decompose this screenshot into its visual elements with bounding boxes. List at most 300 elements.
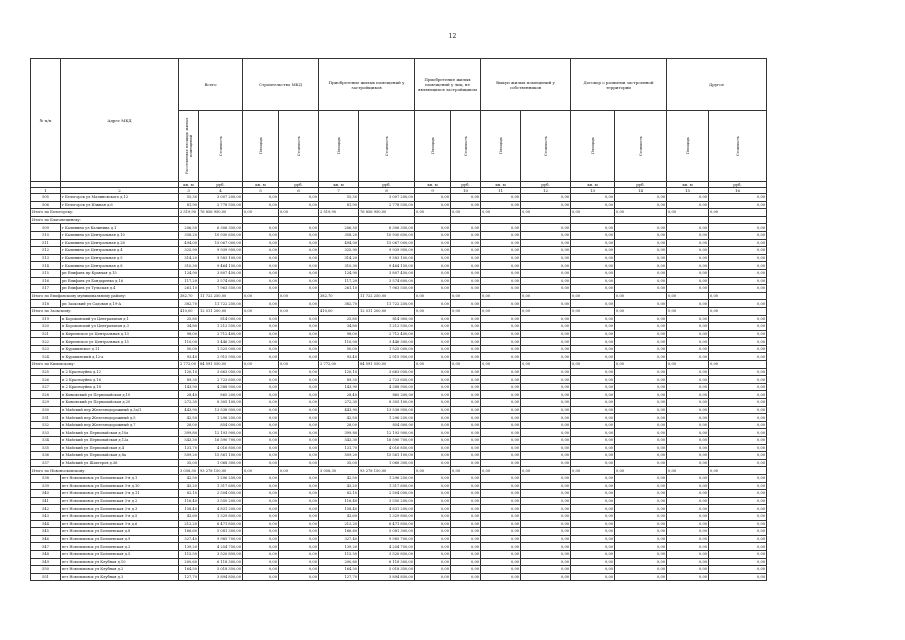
other-area: 0,00	[667, 467, 709, 475]
developer-area: 410,00	[319, 307, 359, 315]
row-number: 539	[31, 482, 61, 490]
header-group-other: Другое	[667, 59, 767, 111]
other-cost: 0,00	[615, 399, 667, 407]
developer-area: 382,70	[319, 300, 359, 308]
other-cost: 0,00	[615, 550, 667, 558]
developer-area: 399,80	[319, 429, 359, 437]
other-area: 0,00	[415, 444, 451, 452]
other-area: 0,00	[481, 323, 521, 331]
other-area: 0,00	[571, 209, 615, 217]
other-area: 0,00	[415, 391, 451, 399]
table-row	[31, 497, 767, 505]
developer-area: 115,50	[319, 550, 359, 558]
total-area: 28,00	[179, 421, 199, 429]
other-area: 0,00	[571, 566, 615, 574]
developer-cost: 3 520 850,00	[359, 550, 415, 558]
other-area: 0,00	[571, 300, 615, 308]
table-row	[31, 474, 767, 482]
other-cost: 0,00	[451, 558, 481, 566]
other-cost: 0,00	[709, 194, 767, 202]
other-cost: 0,00	[451, 376, 481, 384]
other-cost: 0,00	[451, 224, 481, 232]
other-cost: 0,00	[615, 201, 667, 209]
total-cost: 4 388 950,00	[199, 383, 243, 391]
construction-area: 0,00	[243, 247, 279, 255]
row-address: рп Епифань ул Бондаренко д.16	[61, 277, 179, 285]
developer-cost: 6 306 350,00	[359, 224, 415, 232]
other-cost: 0,00	[521, 315, 571, 323]
total-cost: 12 193 900,00	[199, 429, 243, 437]
total-area: 166,60	[179, 528, 199, 536]
table-row	[31, 573, 767, 581]
column-index-cell: 4	[199, 188, 243, 194]
row-address: пгт Новольвовск ул Болшевская 3-я д.5	[61, 512, 179, 520]
developer-cost: 865 200,00	[359, 391, 415, 399]
other-area: 0,00	[415, 399, 451, 407]
units-cell: руб.	[451, 182, 481, 188]
total-cost: 2 712 400,00	[199, 330, 243, 338]
developer-area: 382,70	[319, 292, 359, 300]
other-cost: 0,00	[521, 338, 571, 346]
other-cost: 0,00	[615, 353, 667, 361]
other-area: 0,00	[481, 459, 521, 467]
row-number: 526	[31, 376, 61, 384]
construction-cost: 0,00	[279, 497, 319, 505]
other-cost: 0,00	[709, 421, 767, 429]
other-area: 0,00	[667, 490, 709, 498]
other-cost: 0,00	[451, 452, 481, 460]
other-area: 0,00	[667, 368, 709, 376]
other-cost: 0,00	[615, 277, 667, 285]
other-cost: 0,00	[615, 414, 667, 422]
other-cost: 0,00	[709, 330, 767, 338]
other-area: 0,00	[481, 505, 521, 513]
developer-cost: 16 590 700,00	[359, 437, 415, 445]
developer-area: 206,50	[319, 224, 359, 232]
other-cost: 0,00	[709, 474, 767, 482]
other-area: 0,00	[667, 277, 709, 285]
other-area: 0,00	[667, 307, 709, 315]
total-cost: 7 963 550,00	[199, 285, 243, 293]
row-address: п Бороковский ул Центральная д.3	[61, 323, 179, 331]
other-cost: 0,00	[709, 300, 767, 308]
table-row	[31, 459, 767, 467]
construction-area: 0,00	[243, 482, 279, 490]
construction-cost: 0,00	[279, 414, 319, 422]
units-cell: кв. м	[179, 182, 199, 188]
header-area: Площадь	[430, 137, 435, 155]
other-area: 0,00	[571, 231, 615, 239]
other-area: 0,00	[415, 512, 451, 520]
empty-cell	[667, 216, 709, 224]
developer-area: 314,20	[319, 254, 359, 262]
other-cost: 0,00	[451, 338, 481, 346]
subtotal-row	[31, 292, 767, 300]
other-area: 0,00	[667, 376, 709, 384]
total-area: 98,00	[179, 330, 199, 338]
other-cost: 0,00	[709, 285, 767, 293]
row-number: 546	[31, 535, 61, 543]
column-index-cell: 6	[279, 188, 319, 194]
total-cost: 84 591 550,00	[199, 361, 243, 369]
developer-cost: 3 446 300,00	[359, 338, 415, 346]
column-index-cell: 9	[415, 188, 451, 194]
row-address: п Майский пер Железнодорожный д.5	[61, 414, 179, 422]
developer-area: 124,90	[319, 269, 359, 277]
developer-cost: 9 464 150,00	[359, 262, 415, 270]
row-address: п Майский ул Первомайская д.8а	[61, 452, 179, 460]
row-address: пгт Новольвовск ул Клубная д.10	[61, 558, 179, 566]
other-cost: 0,00	[521, 292, 571, 300]
other-cost: 0,00	[521, 307, 571, 315]
header-group-total: Всего	[179, 59, 243, 111]
developer-area: 42,50	[319, 474, 359, 482]
total-cost: 12 511 200,00	[199, 307, 243, 315]
other-area: 0,00	[667, 520, 709, 528]
empty-cell	[451, 216, 481, 224]
row-address: п Кимовский ул Первомайская д.20	[61, 399, 179, 407]
developer-area: 310,30	[319, 262, 359, 270]
other-cost: 0,00	[709, 338, 767, 346]
total-area: 399,80	[179, 429, 199, 437]
construction-cost: 0,00	[279, 437, 319, 445]
subtotal-label: Итого по Новомосковскому:	[31, 467, 179, 475]
total-cost: 865 200,00	[199, 391, 243, 399]
other-area: 0,00	[415, 262, 451, 270]
total-area: 212,20	[179, 520, 199, 528]
units-cell: руб.	[279, 182, 319, 188]
construction-cost: 0,00	[279, 429, 319, 437]
other-area: 0,00	[571, 414, 615, 422]
other-area: 0,00	[415, 194, 451, 202]
empty-cell	[615, 216, 667, 224]
total-area: 443,90	[179, 406, 199, 414]
total-area: 494,00	[179, 239, 199, 247]
developer-cost: 814 000,00	[359, 315, 415, 323]
other-area: 0,00	[571, 338, 615, 346]
row-address: п Майский ул Шахтеров д.36	[61, 459, 179, 467]
construction-cost: 0,00	[279, 535, 319, 543]
developer-cost: 9 583 100,00	[359, 254, 415, 262]
construction-area: 0,00	[243, 194, 279, 202]
other-cost: 0,00	[451, 474, 481, 482]
relocation-table-sheet	[30, 58, 766, 611]
developer-cost: 4 831 200,00	[359, 505, 415, 513]
other-area: 0,00	[415, 239, 451, 247]
other-area: 0,00	[667, 543, 709, 551]
other-cost: 0,00	[521, 277, 571, 285]
developer-area: 2 772,00	[319, 361, 359, 369]
total-area: 42,50	[179, 474, 199, 482]
other-area: 0,00	[571, 505, 615, 513]
other-cost: 0,00	[709, 262, 767, 270]
developer-cost: 4 254 750,00	[359, 543, 415, 551]
developer-cost: 9 939 950,00	[359, 247, 415, 255]
table-row	[31, 399, 767, 407]
other-cost: 0,00	[615, 535, 667, 543]
total-area: 93,40	[179, 353, 199, 361]
other-area: 0,00	[667, 323, 709, 331]
table-row	[31, 269, 767, 277]
subtotal-label: Итого по Благовещенску:	[31, 216, 179, 224]
row-address: рп Заокский ул Садовая д.19-А	[61, 300, 179, 308]
total-area: 410,00	[179, 307, 199, 315]
other-area: 0,00	[571, 277, 615, 285]
other-area: 0,00	[667, 262, 709, 270]
total-cost: 3 007 200,00	[199, 194, 243, 202]
construction-area: 0,00	[243, 201, 279, 209]
other-cost: 0,00	[615, 490, 667, 498]
row-address: пгт Новольвовск ул Болшевская 3-я д.3	[61, 505, 179, 513]
row-number: 548	[31, 550, 61, 558]
other-area: 0,00	[481, 300, 521, 308]
total-area: 42,50	[179, 414, 199, 422]
other-area: 0,00	[481, 224, 521, 232]
row-number: 530	[31, 406, 61, 414]
other-cost: 0,00	[451, 209, 481, 217]
table-row	[31, 444, 767, 452]
row-number: 527	[31, 383, 61, 391]
other-area: 0,00	[571, 535, 615, 543]
row-number: 535	[31, 444, 61, 452]
other-cost: 0,00	[615, 345, 667, 353]
other-area: 0,00	[571, 353, 615, 361]
other-area: 0,00	[415, 535, 451, 543]
developer-cost: 93 278 150,00	[359, 467, 415, 475]
developer-area: 81,90	[319, 201, 359, 209]
developer-cost: 5 081 300,00	[359, 528, 415, 536]
other-area: 0,00	[481, 528, 521, 536]
other-cost: 0,00	[451, 194, 481, 202]
units-cell: руб.	[521, 182, 571, 188]
empty-cell	[521, 216, 571, 224]
other-area: 0,00	[415, 497, 451, 505]
other-cost: 0,00	[451, 467, 481, 475]
other-area: 0,00	[667, 452, 709, 460]
empty-cell	[359, 216, 415, 224]
column-index-cell: 14	[615, 188, 667, 194]
row-address: пгт Новольвовск ул Болшевская 3-я д.6	[61, 520, 179, 528]
total-cost: 3 663 050,00	[199, 368, 243, 376]
column-index-cell: 1	[31, 188, 61, 194]
row-number: 536	[31, 452, 61, 460]
other-cost: 0,00	[709, 231, 767, 239]
other-cost: 0,00	[615, 512, 667, 520]
other-cost: 0,00	[709, 490, 767, 498]
other-cost: 0,00	[709, 520, 767, 528]
other-area: 0,00	[481, 535, 521, 543]
construction-area: 0,00	[243, 254, 279, 262]
other-area: 0,00	[481, 376, 521, 384]
other-area: 0,00	[481, 338, 521, 346]
other-cost: 0,00	[615, 292, 667, 300]
developer-cost: 3 574 600,00	[359, 277, 415, 285]
other-cost: 0,00	[615, 520, 667, 528]
other-area: 0,00	[481, 497, 521, 505]
other-area: 0,00	[481, 269, 521, 277]
construction-cost: 0,00	[279, 383, 319, 391]
other-cost: 0,00	[521, 239, 571, 247]
other-area: 0,00	[667, 406, 709, 414]
other-cost: 0,00	[451, 292, 481, 300]
total-cost: 1 296 250,00	[199, 414, 243, 422]
total-cost: 11 722 250,00	[199, 292, 243, 300]
header-cost: Стоимость	[296, 135, 301, 157]
construction-cost: 0,00	[279, 353, 319, 361]
other-area: 0,00	[415, 353, 451, 361]
table-row	[31, 383, 767, 391]
other-area: 0,00	[481, 444, 521, 452]
other-area: 0,00	[481, 474, 521, 482]
subheader-cell	[279, 111, 319, 182]
total-area: 314,20	[179, 254, 199, 262]
other-area: 0,00	[571, 573, 615, 581]
other-cost: 0,00	[451, 550, 481, 558]
other-cost: 0,00	[615, 315, 667, 323]
empty-cell	[709, 216, 767, 224]
row-number: 550	[31, 566, 61, 574]
table-row	[31, 376, 767, 384]
other-cost: 0,00	[709, 543, 767, 551]
table-row	[31, 323, 767, 331]
total-area: 327,40	[179, 535, 199, 543]
other-area: 0,00	[667, 444, 709, 452]
other-cost: 0,00	[521, 254, 571, 262]
developer-area: 509,20	[319, 452, 359, 460]
total-area: 200,60	[179, 558, 199, 566]
total-cost: 4 254 750,00	[199, 543, 243, 551]
other-cost: 0,00	[521, 285, 571, 293]
construction-area: 0,00	[243, 421, 279, 429]
developer-area: 43,20	[319, 482, 359, 490]
table-row	[31, 353, 767, 361]
table-row	[31, 262, 767, 270]
other-area: 0,00	[667, 345, 709, 353]
other-area: 0,00	[415, 224, 451, 232]
other-area: 0,00	[667, 231, 709, 239]
row-number: 510	[31, 231, 61, 239]
other-cost: 0,00	[709, 201, 767, 209]
total-cost: 3 520 850,00	[199, 550, 243, 558]
row-address: п Майский ул Первомайская д.12а	[61, 437, 179, 445]
other-area: 0,00	[667, 239, 709, 247]
column-index-cell: 10	[451, 188, 481, 194]
other-cost: 0,00	[615, 497, 667, 505]
other-cost: 0,00	[521, 512, 571, 520]
total-cost: 9 939 950,00	[199, 247, 243, 255]
other-cost: 0,00	[709, 437, 767, 445]
other-cost: 0,00	[521, 376, 571, 384]
construction-area: 0,00	[243, 231, 279, 239]
construction-cost: 0,00	[279, 307, 319, 315]
developer-cost: 2 712 400,00	[359, 330, 415, 338]
other-area: 0,00	[667, 459, 709, 467]
developer-cost: 3 894 850,00	[359, 573, 415, 581]
other-area: 0,00	[667, 209, 709, 217]
total-cost: 1 296 250,00	[199, 474, 243, 482]
other-cost: 0,00	[615, 528, 667, 536]
other-area: 0,00	[415, 292, 451, 300]
row-number: 538	[31, 474, 61, 482]
table-row	[31, 231, 767, 239]
total-cost: 13 538 950,00	[199, 406, 243, 414]
other-area: 0,00	[481, 201, 521, 209]
row-address: пгт Новольвовск ул Клубная д.3	[61, 573, 179, 581]
other-cost: 0,00	[615, 474, 667, 482]
construction-area: 0,00	[243, 512, 279, 520]
other-cost: 0,00	[451, 345, 481, 353]
construction-area: 0,00	[243, 444, 279, 452]
developer-cost: 1 525 000,00	[359, 345, 415, 353]
construction-area: 0,00	[243, 573, 279, 581]
other-cost: 0,00	[451, 543, 481, 551]
total-area: 115,50	[179, 550, 199, 558]
other-cost: 0,00	[615, 239, 667, 247]
developer-area: 2 519,90	[319, 209, 359, 217]
header-cost: Стоимость	[735, 135, 740, 157]
table-row	[31, 338, 767, 346]
construction-cost: 0,00	[279, 345, 319, 353]
other-area: 0,00	[481, 307, 521, 315]
other-area: 0,00	[481, 543, 521, 551]
header-area: Площадь	[590, 137, 595, 155]
units-cell: кв. м	[243, 182, 279, 188]
table-row	[31, 277, 767, 285]
row-address: п 2 Красноуйна д.12	[61, 368, 179, 376]
other-cost: 0,00	[709, 254, 767, 262]
other-cost: 0,00	[615, 437, 667, 445]
other-area: 0,00	[481, 239, 521, 247]
table-row	[31, 239, 767, 247]
other-cost: 0,00	[521, 323, 571, 331]
construction-cost: 0,00	[279, 512, 319, 520]
total-area: 81,90	[179, 201, 199, 209]
total-area: 2 772,00	[179, 361, 199, 369]
developer-area: 110,00	[319, 338, 359, 346]
subheader-cell	[451, 111, 481, 182]
other-area: 0,00	[415, 474, 451, 482]
row-number: 537	[31, 459, 61, 467]
construction-area: 0,00	[243, 361, 279, 369]
developer-area: 50,00	[319, 345, 359, 353]
total-cost: 15 067 000,00	[199, 239, 243, 247]
total-area: 43,60	[179, 512, 199, 520]
developer-area: 127,70	[319, 573, 359, 581]
row-number: 519	[31, 315, 61, 323]
row-number: 542	[31, 505, 61, 513]
total-area: 310,30	[179, 262, 199, 270]
total-cost: 5 018 350,00	[199, 566, 243, 574]
construction-area: 0,00	[243, 345, 279, 353]
other-cost: 0,00	[451, 528, 481, 536]
row-address: пгт Новольвовск ул Болшевская д.9	[61, 535, 179, 543]
other-cost: 0,00	[451, 353, 481, 361]
construction-area: 0,00	[243, 209, 279, 217]
total-cost: 3 894 850,00	[199, 573, 243, 581]
other-area: 0,00	[667, 528, 709, 536]
table-row	[31, 528, 767, 536]
other-cost: 0,00	[709, 414, 767, 422]
total-area: 358,20	[179, 231, 199, 239]
other-cost: 0,00	[521, 505, 571, 513]
other-cost: 0,00	[709, 292, 767, 300]
construction-cost: 0,00	[279, 550, 319, 558]
developer-cost: 9 985 700,00	[359, 535, 415, 543]
other-area: 0,00	[481, 482, 521, 490]
total-area: 28,40	[179, 391, 199, 399]
other-area: 0,00	[415, 209, 451, 217]
row-number: 534	[31, 437, 61, 445]
